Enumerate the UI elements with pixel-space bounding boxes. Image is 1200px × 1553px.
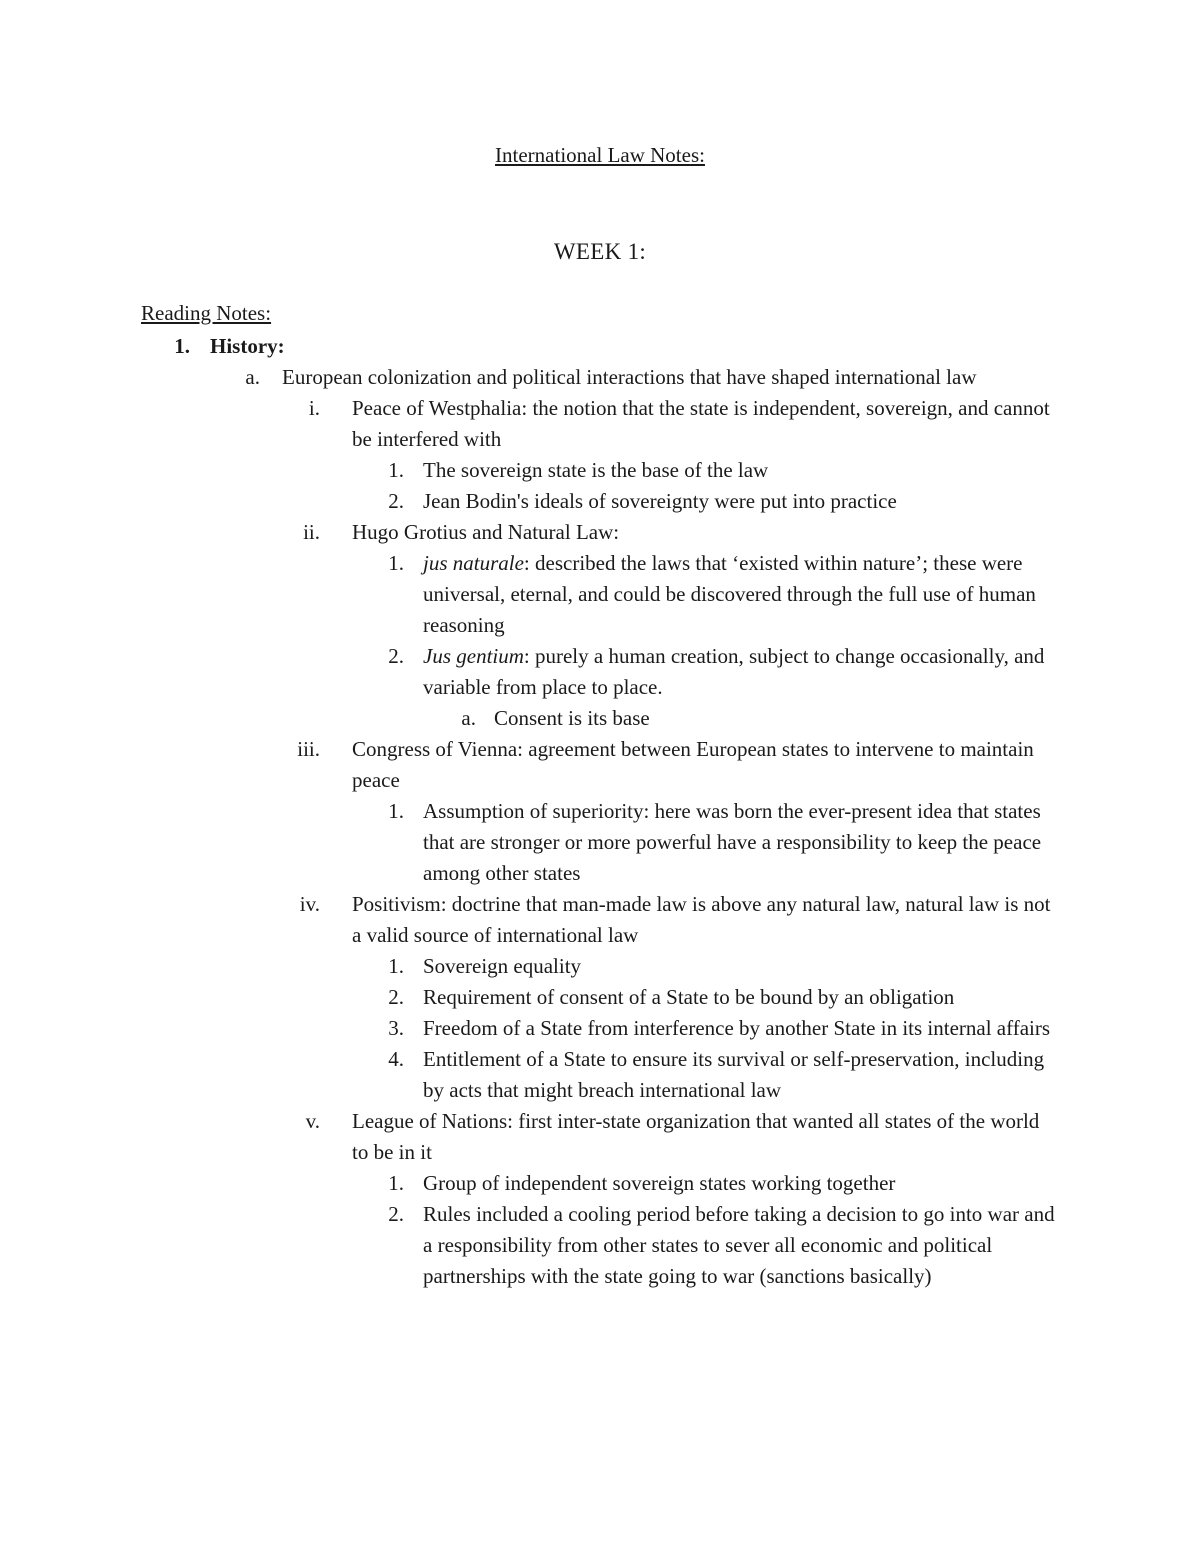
term-definition: : purely a human creation, subject to change occasionally, and variable from place to place. (423, 644, 1045, 699)
list-marker: ii. (303, 520, 320, 544)
list-item-text: European colonization and political interactions that have shaped international law (282, 365, 977, 389)
list-marker: 1. (174, 334, 190, 358)
list-item-text: Requirement of consent of a State to be bound by an obligation (423, 985, 955, 1009)
list-marker: i. (308, 396, 320, 420)
list-marker: 2. (388, 644, 404, 668)
outline-item-i (0, 393, 1200, 455)
list-marker: 2. (388, 985, 404, 1009)
list-marker: 1. (388, 1171, 404, 1195)
reading-notes-label: Reading Notes: (141, 301, 272, 325)
list-item-text: Entitlement of a State to ensure its survival or self-preservation, including by acts that might breach international law (423, 1047, 1045, 1102)
list-item-text: Congress of Vienna: agreement between European states to intervene to maintain peace (352, 737, 1034, 792)
list-item-text: The sovereign state is the base of the law (423, 458, 769, 482)
list-marker: 1. (388, 799, 404, 823)
list-item-text: League of Nations: first inter-state organization that wanted all states of the world to be in it (352, 1109, 1040, 1164)
list-item (0, 486, 1200, 517)
list-marker: 2. (388, 489, 404, 513)
latin-term: Jus gentium (423, 644, 524, 668)
list-item-text: Positivism: doctrine that man-made law is above any natural law, natural law is not a valid source of international law (352, 892, 1051, 947)
list-item (0, 548, 1200, 641)
list-item-text: Jean Bodin's ideals of sovereignty were put into practice (423, 489, 897, 513)
list-item-text (423, 641, 1065, 703)
list-item-text: Consent is its base (494, 706, 650, 730)
list-marker: 4. (388, 1047, 404, 1071)
list-marker: 1. (388, 551, 404, 575)
list-item-text: Freedom of a State from interference by another State in its internal affairs (423, 1016, 1051, 1040)
outline-item-iv (0, 889, 1200, 951)
list-item-text: Sovereign equality (423, 954, 582, 978)
list-marker: a. (245, 365, 260, 389)
list-item (0, 1013, 1200, 1044)
list-marker: 2. (388, 1202, 404, 1226)
list-item (0, 455, 1200, 486)
outline-item-a (0, 362, 1200, 393)
outline-item-iii (0, 734, 1200, 796)
week-heading: WEEK 1: (553, 239, 647, 264)
list-item-text (423, 548, 1065, 641)
list-marker: 1. (388, 954, 404, 978)
list-item-text: Rules included a cooling period before taking a decision to go into war and a responsibility from other states to sever all economic and political partnerships with the state going to war (sanctions basically) (423, 1202, 1055, 1288)
list-marker: 3. (388, 1016, 404, 1040)
notes-outline (0, 331, 1200, 1292)
list-marker: iv. (299, 892, 320, 916)
list-marker: 1. (388, 458, 404, 482)
list-item (0, 1168, 1200, 1199)
list-item (0, 641, 1200, 703)
document-title: International Law Notes: (495, 143, 705, 167)
list-item (0, 951, 1200, 982)
list-item-text: Peace of Westphalia: the notion that the state is independent, sovereign, and cannot be interfered with (352, 396, 1050, 451)
list-marker: v. (305, 1109, 320, 1133)
outline-section-history (0, 331, 1200, 362)
list-item (0, 1044, 1200, 1106)
list-marker: a. (461, 706, 476, 730)
list-item-text: Assumption of superiority: here was born the ever-present idea that states that are stronger or more powerful have a responsibility to keep the peace among other states (423, 799, 1042, 885)
list-marker: iii. (297, 737, 320, 761)
section-heading: History: (210, 334, 285, 358)
list-item (0, 1199, 1200, 1292)
term-definition: : described the laws that ‘existed within nature’; these were universal, eternal, and could be discovered through the full use of human reasoning (423, 551, 1036, 637)
list-item-text: Group of independent sovereign states working together (423, 1171, 896, 1195)
list-item (0, 796, 1200, 889)
latin-term: jus naturale (423, 551, 524, 575)
list-item (0, 982, 1200, 1013)
list-item (0, 703, 1200, 734)
outline-item-v (0, 1106, 1200, 1168)
outline-item-ii (0, 517, 1200, 548)
list-item-text: Hugo Grotius and Natural Law: (352, 520, 620, 544)
